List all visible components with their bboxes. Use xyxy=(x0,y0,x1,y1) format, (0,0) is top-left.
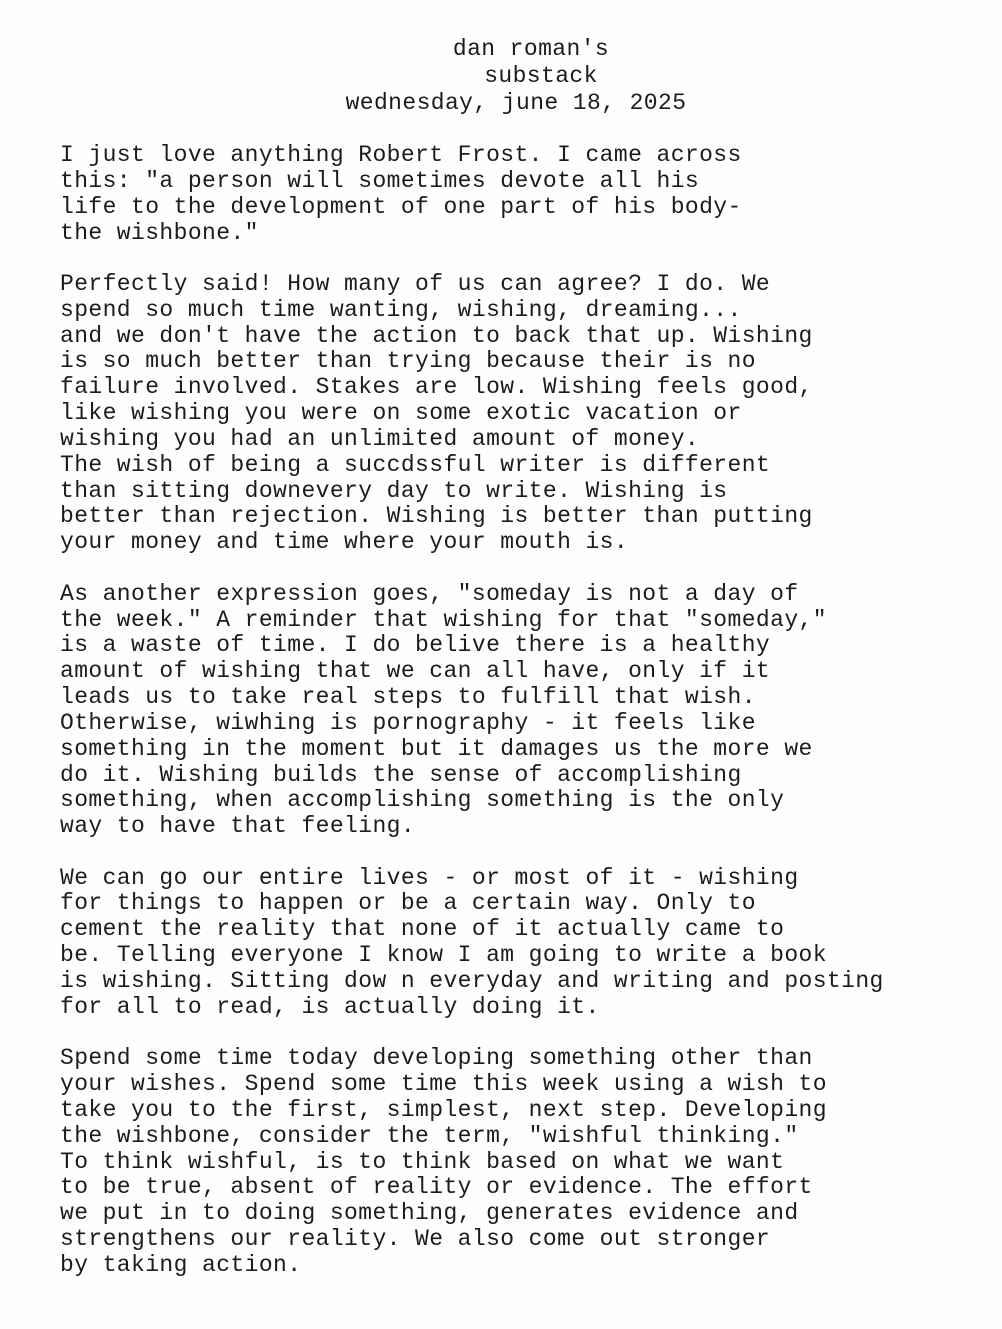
text-line: life to the development of one part of his body- xyxy=(60,193,742,220)
text-line: strengthens our reality. We also come out stronger xyxy=(60,1226,771,1253)
paragraph-2 xyxy=(60,272,990,556)
text-line: do it. Wishing builds the sense of accomplishing xyxy=(60,761,742,788)
text-line: this: "a person will sometimes devote all his xyxy=(60,167,700,194)
text-line: take you to the first, simplest, next step. Developing xyxy=(60,1096,827,1123)
text-line: Otherwise, wiwhing is pornography - it feels like xyxy=(60,709,756,736)
text-line: the wishbone, consider the term, "wishful thinking." xyxy=(60,1122,799,1149)
paragraph-3 xyxy=(60,582,990,840)
text-line: Spend some time today developing something other than xyxy=(60,1045,813,1072)
text-line: amount of wishing that we can all have, only if it xyxy=(60,658,771,685)
text-line: We can go our entire lives - or most of it - wishing xyxy=(60,864,799,891)
page-body xyxy=(60,143,990,1304)
text-line: better than rejection. Wishing is better than putting xyxy=(60,503,813,530)
publication-line: substack xyxy=(484,63,598,89)
date-line: wednesday, june 18, 2025 xyxy=(345,90,687,116)
paragraph-4 xyxy=(60,866,990,1021)
text-line: for all to read, is actually doing it. xyxy=(60,993,600,1020)
text-line: cement the reality that none of it actually came to xyxy=(60,916,785,943)
text-line: To think wishful, is to think based on what we want xyxy=(60,1148,785,1175)
page-header xyxy=(0,36,1002,117)
text-line: for things to happen or be a certain way. Only to xyxy=(60,890,756,917)
paragraph-1 xyxy=(60,143,990,246)
text-line: like wishing you were on some exotic vacation or xyxy=(60,400,742,427)
text-line: something, when accomplishing something is the only xyxy=(60,787,785,814)
text-line: by taking action. xyxy=(60,1251,302,1278)
text-line: As another expression goes, "someday is not a day of xyxy=(60,580,799,607)
text-line: and we don't have the action to back that up. Wishing xyxy=(60,322,813,349)
text-line: be. Telling everyone I know I am going to write a book xyxy=(60,942,827,969)
text-line: leads us to take real steps to fulfill that wish. xyxy=(60,684,756,711)
text-line: The wish of being a succdssful writer is different xyxy=(60,451,771,478)
text-line: failure involved. Stakes are low. Wishing feels good, xyxy=(60,374,813,401)
text-line: wishing you had an unlimited amount of money. xyxy=(60,425,700,452)
text-line: we put in to doing something, generates evidence and xyxy=(60,1200,799,1227)
text-line: Perfectly said! How many of us can agree? I do. We xyxy=(60,270,771,297)
text-line: the wishbone." xyxy=(60,219,259,246)
text-line: is so much better than trying because their is no xyxy=(60,348,756,375)
text-line: your money and time where your mouth is. xyxy=(60,529,629,556)
text-line: your wishes. Spend some time this week using a wish to xyxy=(60,1071,827,1097)
text-line: something in the moment but it damages us the more we xyxy=(60,735,813,762)
author-line: dan roman's xyxy=(452,36,610,62)
text-line: to be true, absent of reality or evidence. The effort xyxy=(60,1174,813,1201)
text-line: is wishing. Sitting dow n everyday and writing and posting xyxy=(60,967,884,994)
text-line: spend so much time wanting, wishing, dreaming... xyxy=(60,296,742,323)
text-line: the week." A reminder that wishing for that "someday," xyxy=(60,606,827,633)
text-line: I just love anything Robert Frost. I came across xyxy=(60,142,742,168)
text-line: is a waste of time. I do belive there is a healthy xyxy=(60,632,771,659)
text-line: than sitting downevery day to write. Wishing is xyxy=(60,477,728,504)
text-line: way to have that feeling. xyxy=(60,813,416,840)
paragraph-5 xyxy=(60,1046,990,1279)
